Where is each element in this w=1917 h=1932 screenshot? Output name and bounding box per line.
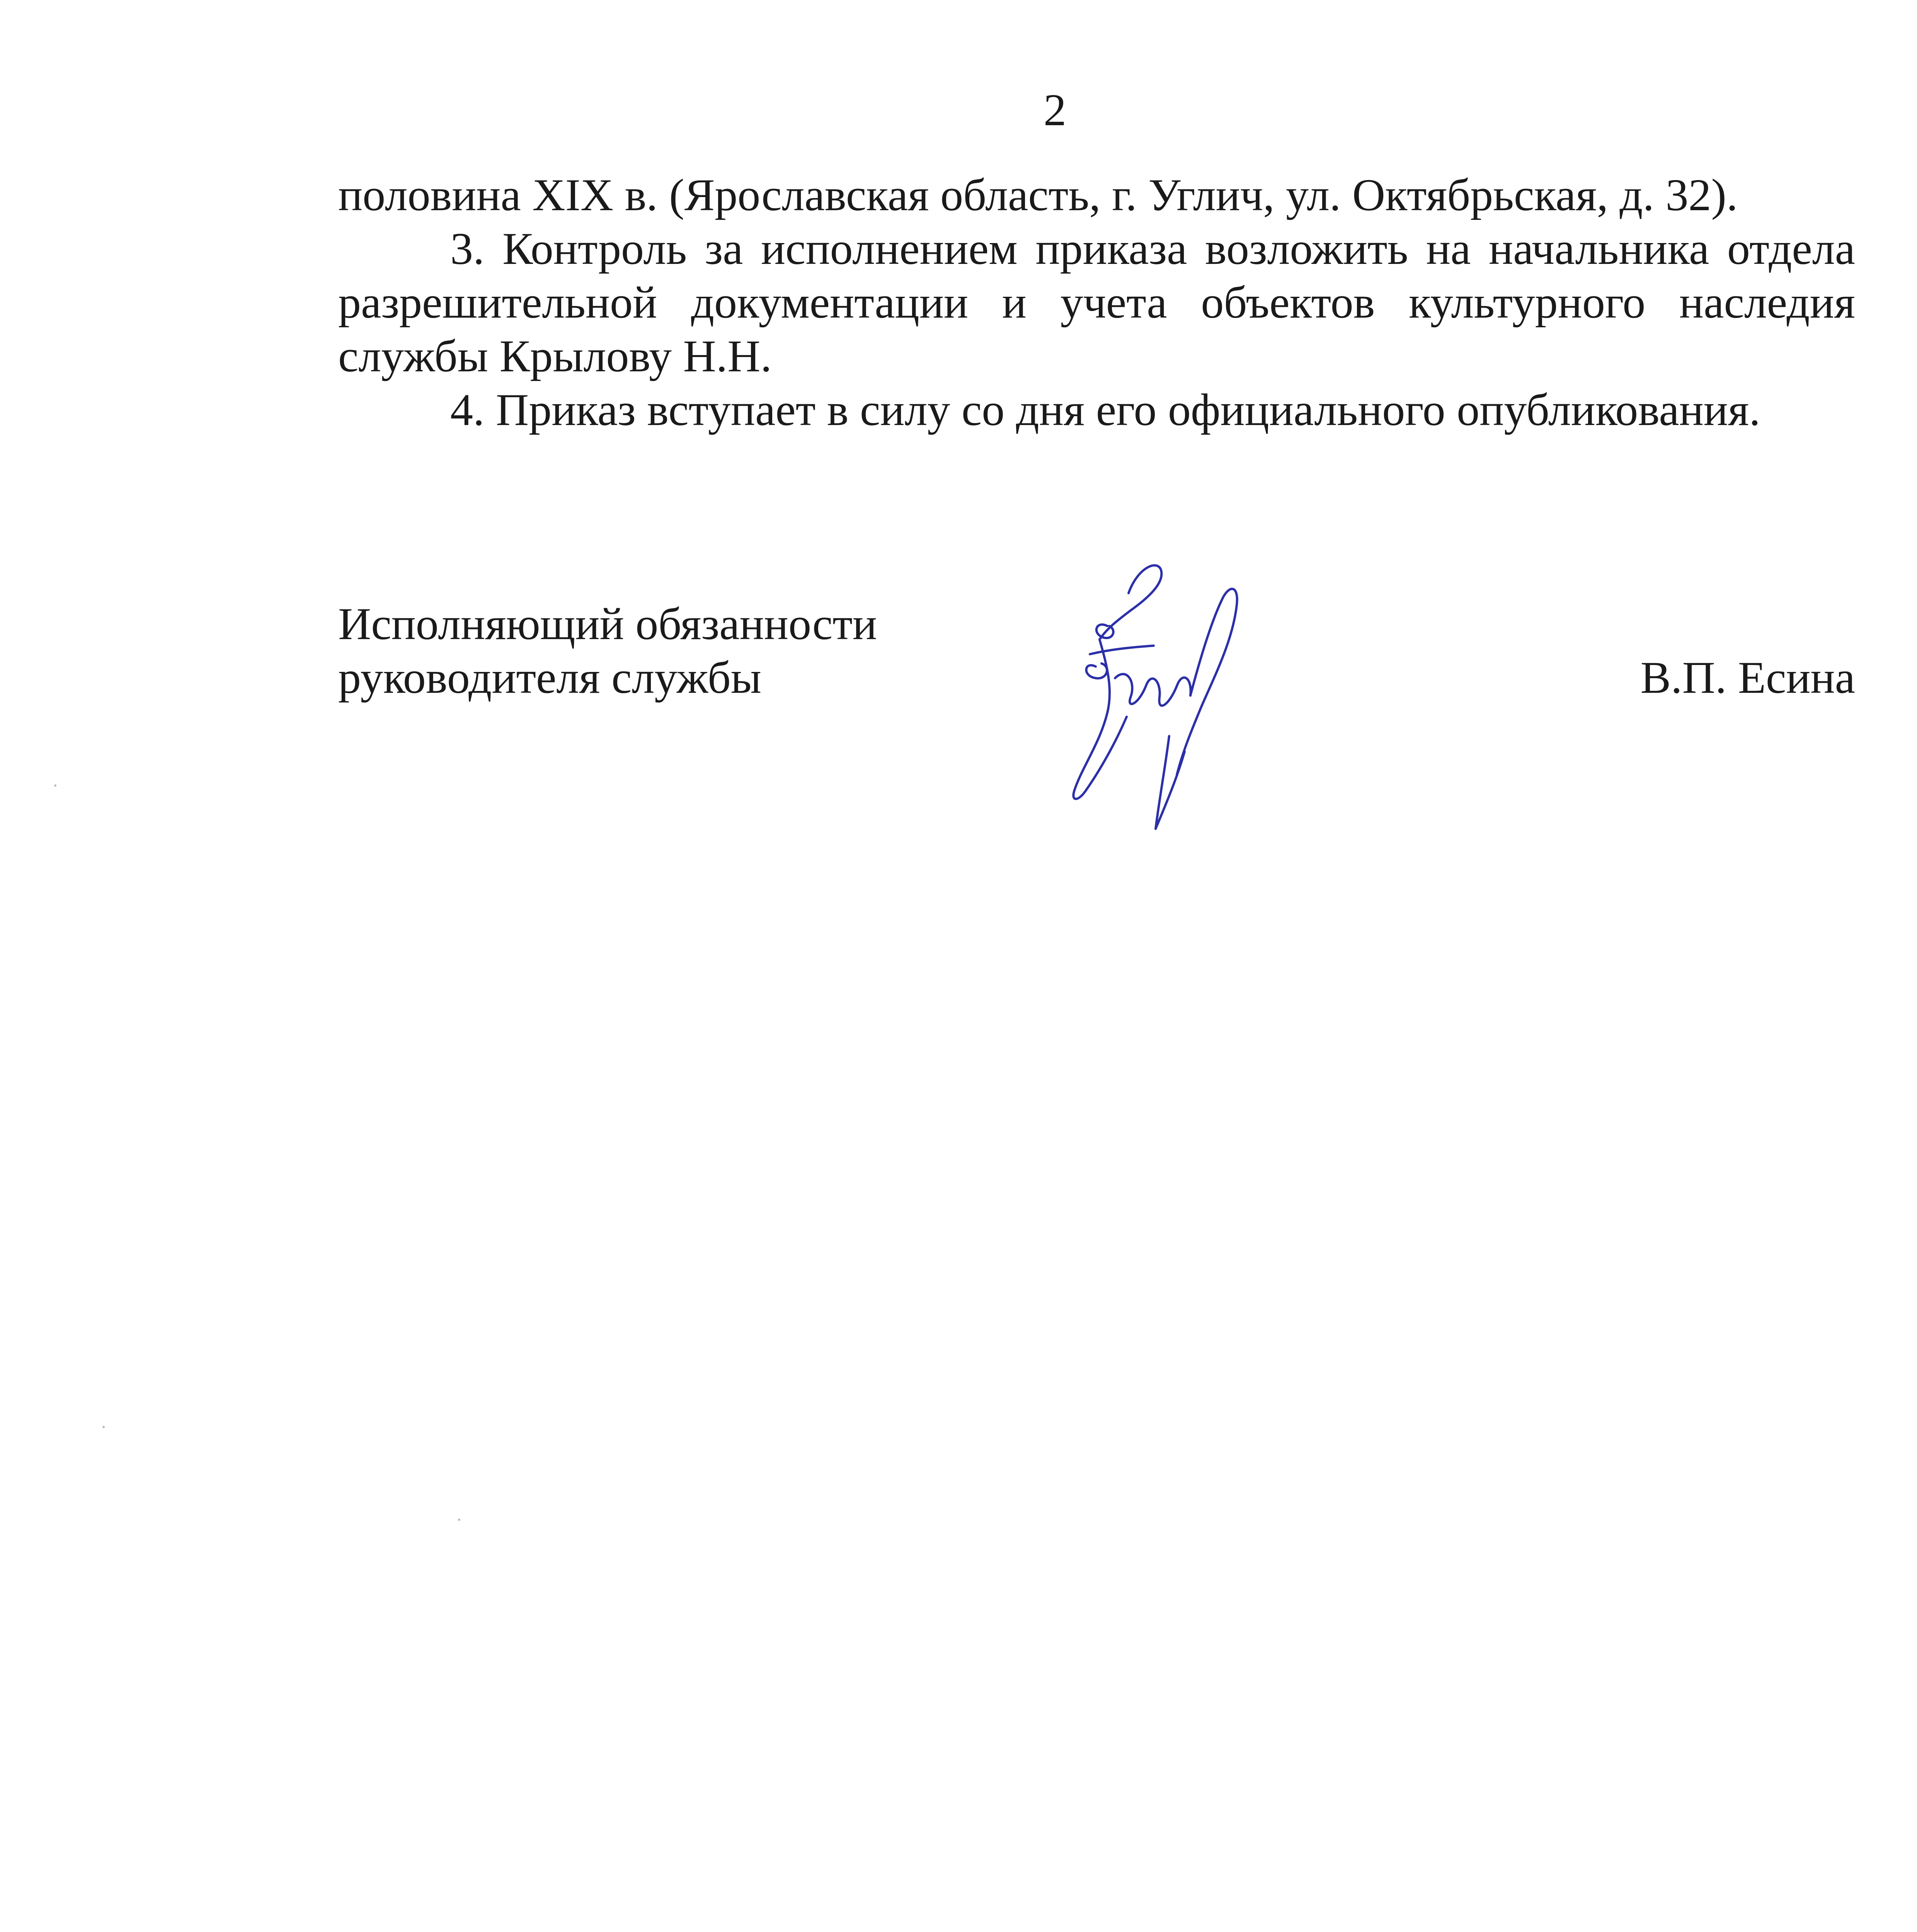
page-number: 2 xyxy=(1044,85,1066,135)
signer-name: В.П. Есина xyxy=(1640,652,1855,703)
handwritten-signature xyxy=(1049,551,1266,852)
paragraph-continuation: половина XIX в. (Ярославская область, г. Углич, ул. Октябрьская, д. 32). xyxy=(338,170,1738,220)
scan-speck xyxy=(458,1519,460,1521)
signer-title-line-2: руководителя службы xyxy=(338,652,762,703)
signer-title-line-1: Исполняющий обязанности xyxy=(338,599,877,649)
paragraph-item-3: 3. Контроль за исполнением приказа возложить на начальника отдела разрешительной документации и учета объектов культурного наследия службы Крылову Н.Н. xyxy=(338,223,1855,381)
paragraph-item-4: 4. Приказ вступает в силу со дня его официального опубликования. xyxy=(450,384,1760,435)
signer-title xyxy=(338,597,877,704)
signature-block xyxy=(338,597,1855,829)
document-body xyxy=(338,168,1855,437)
scan-speck xyxy=(54,784,56,787)
scan-speck xyxy=(102,1426,105,1428)
